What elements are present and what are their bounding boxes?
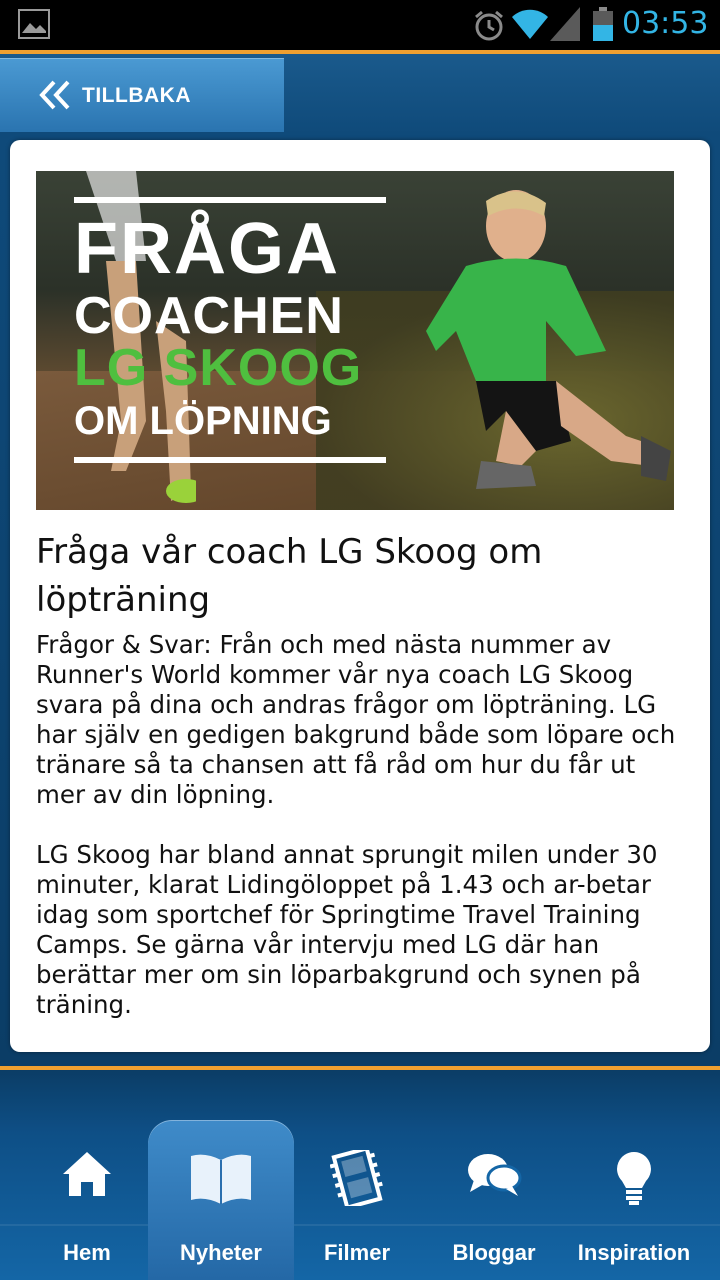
- nav-item-inspiration[interactable]: [564, 1120, 704, 1280]
- nav-item-label: Nyheter: [180, 1240, 262, 1265]
- hero-line-2: COACHEN: [74, 287, 344, 345]
- status-clock: 03:53: [622, 6, 709, 41]
- nav-item-label: Inspiration: [577, 1240, 691, 1265]
- article-title: Fråga vår coach LG Skoog om löpträning: [36, 532, 543, 620]
- hero-rule-top: [74, 197, 386, 203]
- double-chevron-left-icon: [38, 80, 74, 110]
- app-header: [0, 54, 720, 134]
- hero-line-1: FRÅGA: [74, 209, 340, 289]
- image-icon: [18, 9, 50, 39]
- nav-item-hem[interactable]: [10, 1120, 164, 1280]
- bottom-nav: [0, 1070, 720, 1280]
- signal-icon: [550, 7, 580, 41]
- nav-item-label: Bloggar: [452, 1240, 536, 1265]
- back-button-label: TILLBAKA: [82, 84, 191, 107]
- article-paragraph-2: LG Skoog har bland annat sprungit milen under 30 minuter, klarat Lidingöloppet på 1.43 och ar-betar idag som sportchef för Springtime Travel Training Camps. Se gärna vår intervju med LG där han berättar mer om sin löparbakgrund och synen på träning.: [36, 840, 658, 1019]
- hero-line-4: OM LÖPNING: [74, 399, 332, 443]
- nav-item-label: Hem: [63, 1240, 111, 1265]
- book-icon: [189, 1150, 253, 1206]
- lightbulb-icon: [614, 1150, 654, 1206]
- nav-item-filmer[interactable]: [290, 1120, 424, 1280]
- status-bar: [0, 0, 720, 50]
- coach-figure: [396, 181, 674, 510]
- chat-bubbles-icon: [466, 1150, 522, 1200]
- back-button[interactable]: [0, 58, 284, 132]
- nav-item-nyheter[interactable]: [148, 1120, 294, 1280]
- article-card: [10, 140, 710, 1052]
- nav-item-bloggar[interactable]: [428, 1120, 560, 1280]
- film-icon: [330, 1150, 384, 1206]
- article-hero-image: [36, 171, 674, 510]
- battery-icon: [592, 7, 614, 41]
- wifi-icon: [512, 7, 548, 41]
- hero-rule-bottom: [74, 457, 386, 463]
- content-area: [0, 134, 720, 1066]
- home-icon: [61, 1150, 113, 1198]
- hero-line-3: LG SKOOG: [74, 339, 363, 397]
- article-body: [36, 630, 686, 1050]
- alarm-icon: [472, 9, 506, 43]
- nav-item-label: Filmer: [323, 1240, 391, 1265]
- article-paragraph-1: Frågor & Svar: Från och med nästa nummer av Runner's World kommer vår nya coach LG Skoog svara på dina och andras frågor om löpträning. LG har själv en gedigen bakgrund både som löpare och tränare så ta chansen att få råd om hur du får ut mer av din löpning.: [36, 630, 676, 809]
